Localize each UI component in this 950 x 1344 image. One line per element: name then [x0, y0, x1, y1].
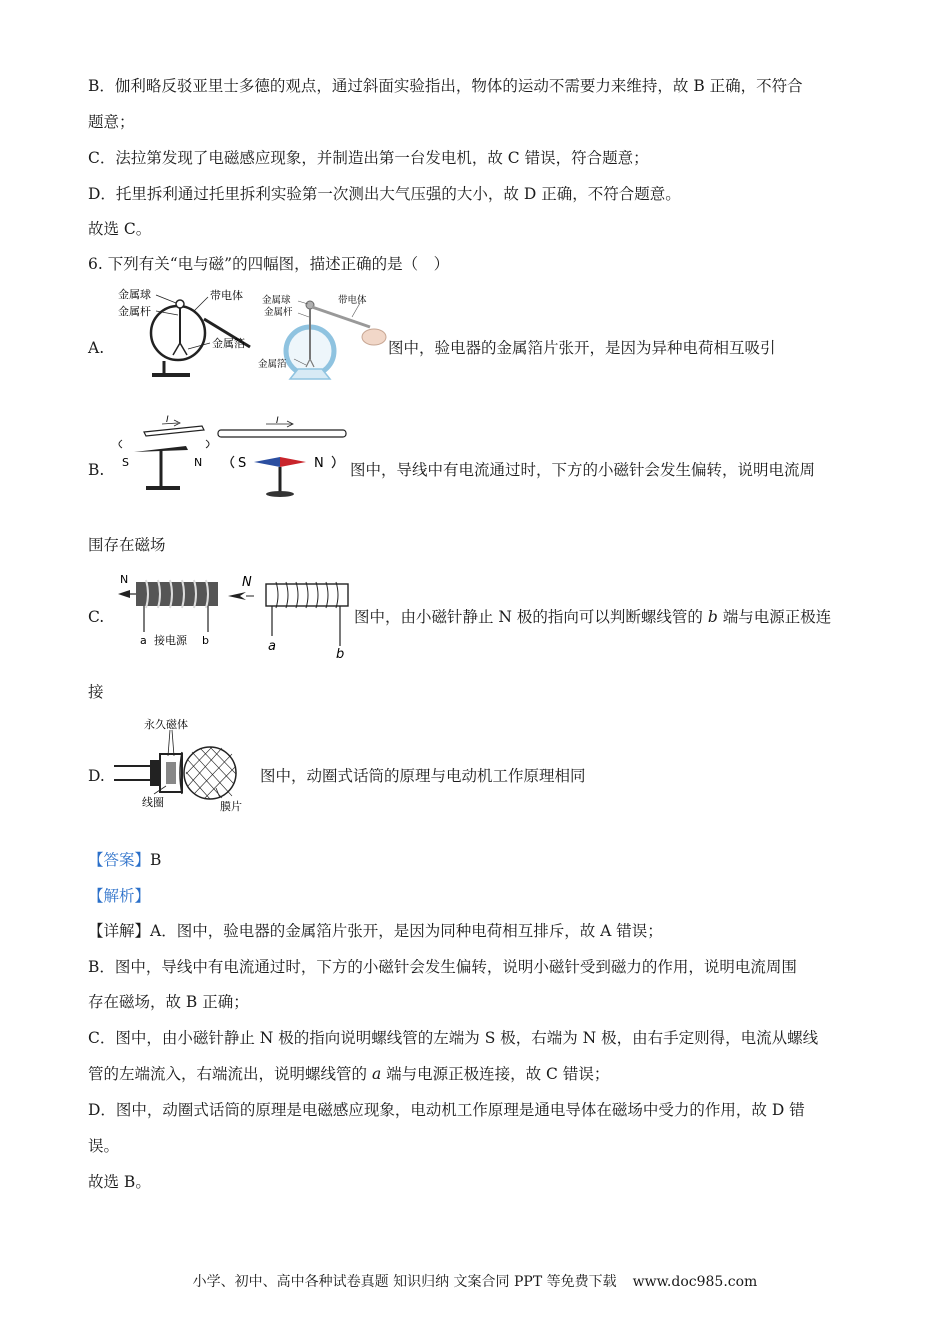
- detail-a: 【详解】A．图中，验电器的金属箔片张开，是因为同种电荷相互排斥，故 A 错误；: [88, 922, 663, 940]
- analysis-label: 【解析】: [88, 887, 151, 905]
- answer-value: B: [150, 851, 162, 869]
- explanation-b-line1: B．伽利略反驳亚里士多德的观点，通过斜面实验指出，物体的运动不需要力来维持，故 B 正确，不符合: [88, 77, 803, 95]
- footer-url[interactable]: www.doc985.com: [632, 1274, 758, 1290]
- choose-c: 故选 C。: [88, 220, 152, 238]
- detail-d-line2: 误。: [88, 1137, 120, 1155]
- fig-c1-a-label: a: [140, 634, 147, 647]
- explanation-d: D．托里拆利通过托里拆利实验第一次测出大气压强的大小，故 D 正确，不符合题意。: [88, 185, 681, 203]
- fig-a1-rod-label: 金属杆: [118, 305, 151, 318]
- fig-a1-foil-label: 金属箔: [212, 337, 245, 350]
- detail-c-line2: 管的左端流入，右端流出，说明螺线管的 a 端与电源正极连接，故 C 错误；: [88, 1065, 610, 1083]
- explanation-c: C．法拉第发现了电磁感应现象，并制造出第一台发电机，故 C 错误，符合题意；: [88, 149, 649, 167]
- fig-b1-current-label: I: [166, 415, 169, 425]
- option-b-text: 图中，导线中有电流通过时，下方的小磁针会发生偏转，说明电流周: [350, 461, 816, 479]
- option-d-text: 图中，动圈式话筒的原理与电动机工作原理相同: [260, 767, 586, 785]
- fig-a2-charged-label: 带电体: [338, 295, 367, 306]
- figure-c2-solenoid: [226, 572, 354, 662]
- footer-text: 小学、初中、高中各种试卷真题 知识归纳 文案合同 PPT 等免费下载: [192, 1274, 617, 1290]
- option-c-continuation: 接: [88, 683, 104, 701]
- detail-c-line1: C．图中，由小磁针静止 N 极的指向说明螺线管的左端为 S 极，右端为 N 极，由右手定则得，电流从螺线: [88, 1029, 819, 1047]
- detail-b-line1: B．图中，导线中有电流通过时，下方的小磁针会发生偏转，说明小磁针受到磁力的作用，说明电流周围: [88, 958, 797, 976]
- option-c-letter: C.: [88, 608, 105, 626]
- figure-b1-needle: [114, 415, 214, 498]
- fig-a1-ball-label: 金属球: [118, 288, 151, 301]
- fig-a2-ball-label: 金属球: [262, 295, 291, 306]
- fig-b2-current-label: I: [276, 416, 279, 426]
- fig-c1-b-label: b: [202, 634, 209, 647]
- figure-c1-solenoid: [116, 572, 222, 648]
- fig-a2-foil-label: 金属箔: [258, 359, 287, 370]
- detail-b-line2: 存在磁场，故 B 正确；: [88, 993, 249, 1011]
- fig-c2-b-label: b: [336, 647, 345, 662]
- detail-label: 【详解】: [88, 922, 151, 940]
- choose-b: 故选 B。: [88, 1173, 151, 1191]
- fig-d-diaphragm-label: 膜片: [220, 800, 242, 813]
- option-a-text: 图中，验电器的金属箔片张开，是因为异种电荷相互吸引: [388, 339, 776, 357]
- fig-b2-n-label: N: [314, 456, 324, 471]
- fig-a1-charged-label: 带电体: [210, 289, 243, 302]
- answer-line: [88, 850, 161, 870]
- figure-a2-electroscope: [258, 293, 388, 385]
- fig-c1-power-label: 接电源: [154, 634, 187, 647]
- fig-c2-n-label: N: [242, 575, 252, 590]
- option-d-letter: D.: [88, 767, 105, 785]
- fig-d-coil-label: 线圈: [142, 796, 164, 809]
- figure-a1-electroscope: [118, 285, 260, 385]
- option-b-continuation: 围存在磁场: [88, 536, 166, 554]
- fig-d-magnet-label: 永久磁体: [144, 718, 188, 731]
- figure-d-microphone: [114, 716, 260, 812]
- fig-c2-a-label: a: [268, 639, 276, 654]
- question-stem: 6. 下列有关“电与磁”的四幅图，描述正确的是（ ）: [88, 255, 450, 273]
- fig-b1-n-label: N: [194, 456, 203, 469]
- figure-b2-needle: [216, 418, 352, 500]
- option-b-letter: B.: [88, 461, 105, 479]
- fig-c1-n-label: N: [120, 573, 129, 586]
- fig-a2-rod-label: 金属杆: [264, 307, 293, 318]
- fig-b2-s-label: S: [238, 456, 247, 471]
- detail-d-line1: D．图中，动圈式话筒的原理是电磁感应现象，电动机工作原理是通电导体在磁场中受力的作用，故 D 错: [88, 1101, 805, 1119]
- fig-b1-s-label: S: [122, 456, 129, 469]
- page-footer: [0, 1271, 950, 1291]
- option-a-letter: A.: [88, 339, 105, 357]
- option-c-text: 图中，由小磁针静止 N 极的指向可以判断螺线管的 b 端与电源正极连: [354, 608, 832, 626]
- answer-label: 【答案】: [88, 851, 151, 869]
- explanation-b-line2: 题意；: [88, 113, 135, 131]
